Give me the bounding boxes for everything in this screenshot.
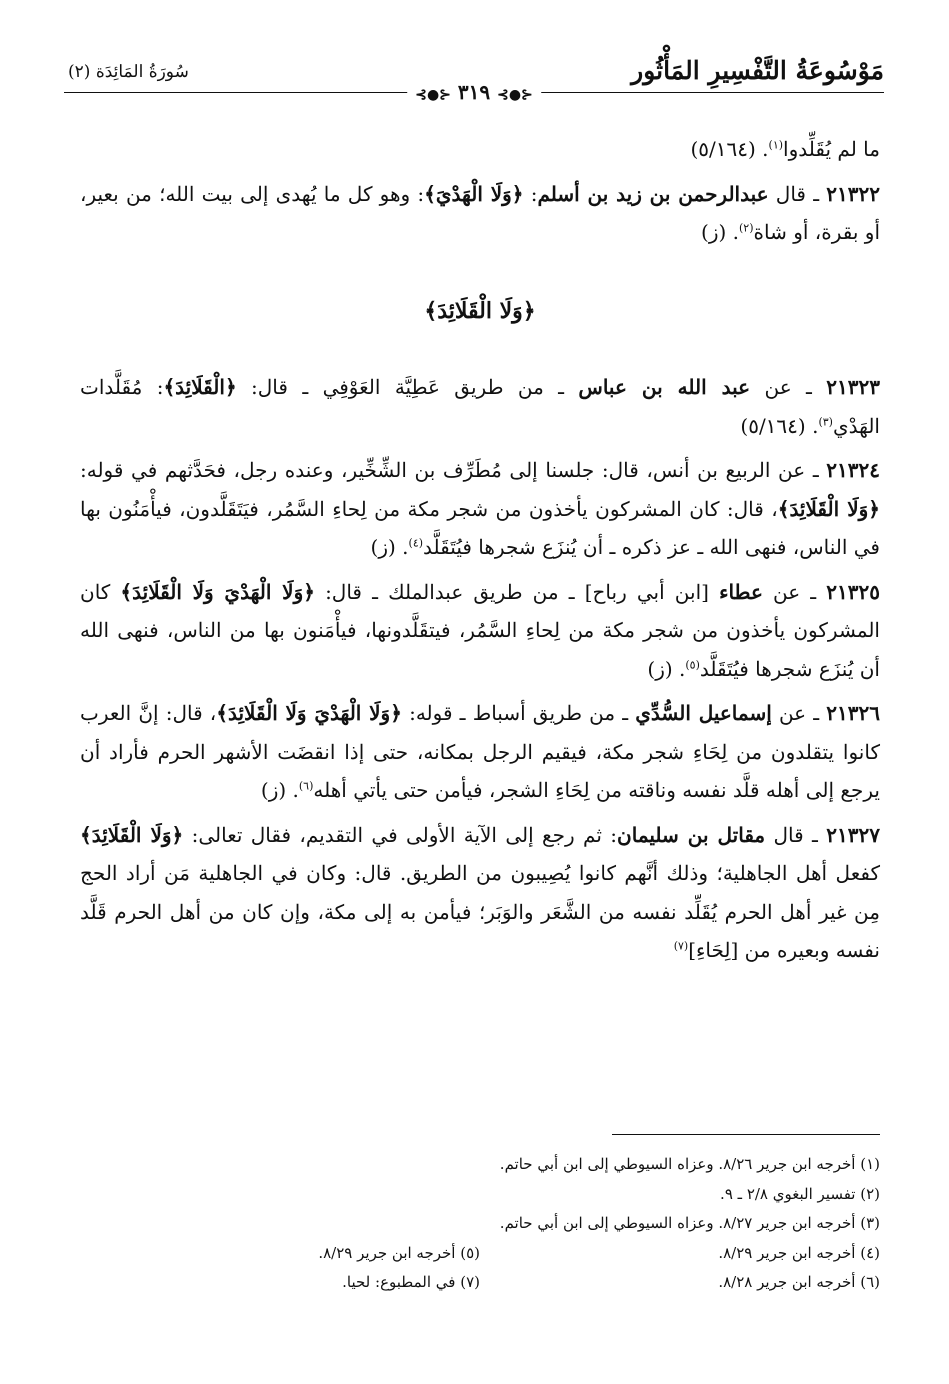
entry-mid: ـ من طريق عَطِيَّة العَوْفِي ـ قال: [236,375,579,399]
entry-21327 [80,816,880,970]
quran-quote: ﴿وَلَا الْهَدْيَ﴾ [424,181,524,206]
entry-number: ٢١٣٢٤ [826,458,880,482]
narrator-name: عبد الله بن عباس [578,375,751,399]
quran-quote: ﴿وَلَا الْقَلَائِدَ﴾ [80,822,184,847]
narrator-name: عبدالرحمن بن زيد بن أسلم [537,181,769,206]
footnote-1: (١) أخرجه ابن جرير ٨/٢٦. وعزاه السيوطي إلى ابن أبي حاتم. [499,1155,880,1173]
entry-mid: : ثم رجع إلى الآية الأولى في التقديم، فقال تعالى: [183,822,618,847]
footnote-marker[interactable]: (٢) [739,221,754,235]
entry-number: ٢١٣٢٢ [826,181,880,206]
footnote-7: (٧) في المطبوع: لحيا. [342,1273,480,1291]
footnote-3: (٣) أخرجه ابن جرير ٨/٢٧. وعزاه السيوطي إلى ابن أبي حاتم. [499,1214,880,1232]
entry-mid: : [523,181,538,206]
footnote-marker[interactable]: (٥) [685,657,700,671]
volume-ref: . (٥/١٦٤) [740,413,819,438]
entry-21325 [80,573,880,689]
volume-ref: . (٥/١٦٤) [690,137,769,161]
footnote-marker[interactable]: (٤) [408,536,424,550]
entry-mid: [ابن أبي رباح] ـ من طريق عبدالملك ـ قال: [314,579,720,604]
volume-ref: . (ز) [370,535,409,559]
footnotes [80,1150,880,1298]
page-number: ٣١٩ [457,80,491,104]
entry-text: ، قال: كان المشركون يأخذون من شجر مكة من لِحاءِ السَّمُر، فيَتَقَلَّدون، فيأْمَنُون بها في الناس، فنهى الله ـ عز ذكره ـ أن يُنزَع شجرها فيُتَقَلَّد [80,496,880,559]
entry-text: : وهو كل ما يُهدى إلى بيت الله؛ من بعير، أو بقرة، أو شاة [80,181,880,244]
quran-quote: ﴿وَلَا الْقَلَائِدَ﴾ [777,496,881,521]
page-number-box [407,80,541,104]
main-text [80,130,880,976]
entry-21326 [80,694,880,810]
entry-number: ٢١٣٢٦ [826,701,880,725]
narrator-name: مقاتل بن سليمان [617,822,766,847]
entry-intro: ـ قال [765,822,827,847]
entry-text: كفعل أهل الجاهلية؛ وذلك أنَّهم كانوا يُصِيبون من الطريق. قال: وكان في الجاهلية مَن أراد الحج مِن غير أهل الحرم يُقَلِّد نفسه من الشَّعَر والوَبَر؛ فيأمن به إلى مكة، وإن كان من أهل الحرم قَلَّد نفسه وبعيره من [لِحَاءِ] [80,861,880,962]
section-heading: ﴿وَلَا الْقَلَائِدَ﴾ [424,297,536,324]
entry-intro: ـ عن [750,375,827,399]
entry-intro: ـ قال [768,181,827,206]
quran-quote: ﴿وَلَا الْهَدْيَ وَلَا الْقَلَائِدَ﴾ [216,701,402,725]
entry-intro: ـ عن الربيع بن أنس، قال: جلسنا إلى مُطَرِّف بن الشِّخِّير، وعنده رجل، فحَدَّثهم في قوله: [80,458,827,482]
footnote-row [80,1268,880,1298]
entry-number: ٢١٣٢٣ [826,375,880,399]
narrator-name: إسماعيل السُّدِّي [635,701,772,725]
footnote-marker[interactable]: (٦) [298,779,314,793]
narrator-name: عطاء [719,579,763,604]
entry-number: ٢١٣٢٧ [826,822,880,847]
entry-text: : مُقَلَّدات الهَدْي [80,375,880,438]
volume-ref: . (ز) [647,656,686,681]
quran-quote: ﴿الْقَلَائِدَ﴾ [163,375,237,399]
quran-quote: ﴿وَلَا الْهَدْيَ وَلَا الْقَلَائِدَ﴾ [120,579,315,604]
volume-ref: . (ز) [260,778,299,802]
footnote-marker[interactable]: (٧) [673,939,689,953]
entry-text: ما لم يُقَلِّدوا [783,137,880,161]
entry-21324 [80,451,880,567]
footnote-6: (٦) أخرجه ابن جرير ٨/٢٨. [718,1273,880,1291]
volume-ref: . (ز) [701,220,739,244]
footnote-2: (٢) تفسير البغوي ٢/٨ ـ ٩. [720,1184,880,1203]
book-title: مَوْسُوعَةُ التَّفْسِيرِ المَأْثُور [631,56,884,85]
footnote-separator [612,1134,880,1135]
entry-continuation [80,130,880,169]
entry-text: ، قال: إنَّ العرب كانوا يتقلدون من لِحَاءِ شجر مكة، فيقيم الرجل بمكانه، حتى إذا انقضَت الأشهر الحرم فأراد أن يرجع إلى أهله قلَّد نفسه وناقته من لِحَاءِ الشجر، فيأمن حتى يأتي أهله [80,701,880,802]
right-ornament-icon: ⊰●⊱ [415,87,451,103]
footnote-row [80,1239,880,1269]
left-ornament-icon: ⊰●⊱ [497,87,533,103]
entry-21322 [80,175,880,252]
footnote-4: (٤) أخرجه ابن جرير ٨/٢٩. [718,1243,880,1262]
entry-intro: ـ عن [762,579,827,604]
entry-21323 [80,368,880,445]
footnote-marker[interactable]: (٣) [818,414,833,428]
footnote-marker[interactable]: (١) [768,138,784,152]
entry-intro: ـ عن [771,701,827,725]
footnote-5: (٥) أخرجه ابن جرير ٨/٢٩. [318,1243,480,1262]
entry-number: ٢١٣٢٥ [826,579,880,604]
surah-name: سُورَةُ المَائِدَة (٢) [68,62,189,82]
entry-mid: ـ من طريق أسباط ـ قوله: [401,701,636,725]
entry-text: كان المشركون يأخذون من شجر مكة من لِحاءِ السَّمُر، فيتقَلَّدونها، فيأْمَنون بها من الناس، فنهى الله أن يُنزَع شجرها فيُتَقَلَّد [80,579,880,681]
page-header [64,56,884,116]
